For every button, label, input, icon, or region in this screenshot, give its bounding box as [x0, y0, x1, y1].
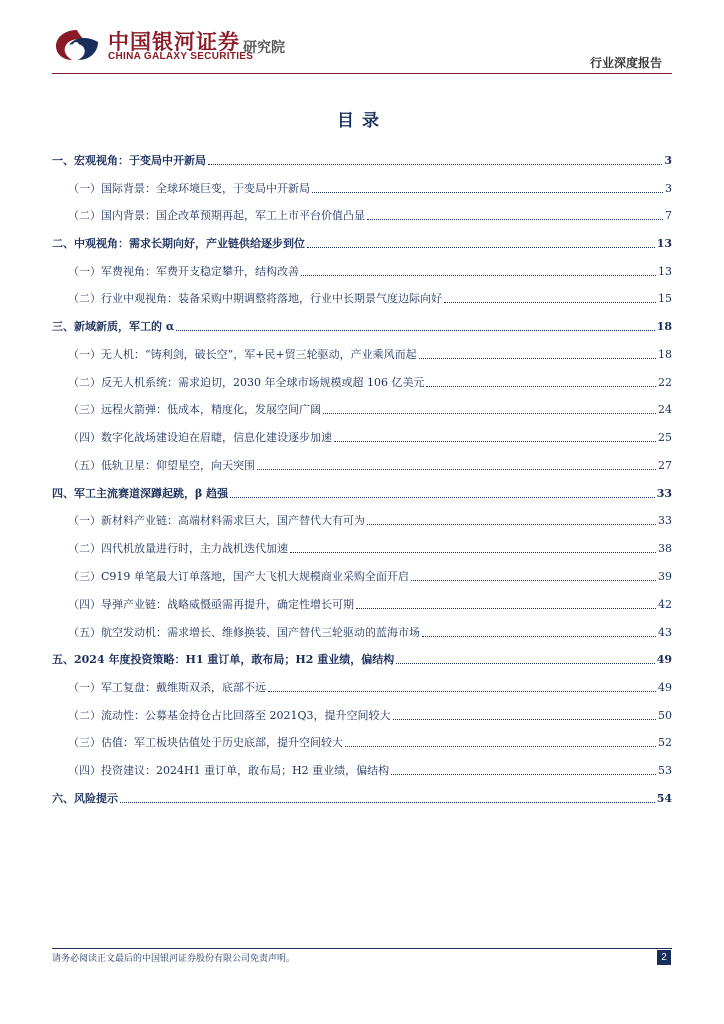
toc-entry-page: 53	[658, 764, 672, 777]
footer-disclaimer: 请务必阅读正文最后的中国银河证券股份有限公司免责声明。	[52, 954, 296, 964]
toc-entry-page: 18	[658, 348, 672, 361]
toc-entry-page: 25	[658, 431, 672, 444]
toc-subsection-entry[interactable]	[52, 427, 672, 445]
toc-entry-label: （五）航空发动机：需求增长、维修换装、国产替代三轮驱动的蓝海市场	[68, 626, 420, 639]
toc-leader-dots	[422, 636, 656, 637]
toc-entry-page: 33	[656, 487, 672, 500]
toc-entry-page: 49	[656, 653, 672, 666]
toc-leader-dots	[334, 441, 656, 442]
toc-entry-label: （一）军费视角：军费开支稳定攀升，结构改善	[68, 265, 299, 278]
toc-leader-dots	[301, 275, 656, 276]
toc-leader-dots	[290, 552, 656, 553]
toc-entry-label: （一）军工复盘：戴维斯双杀，底部不远	[68, 681, 266, 694]
toc-leader-dots	[367, 524, 656, 525]
toc-leader-dots	[444, 302, 656, 303]
toc-entry-label: （三）估值：军工板块估值处于历史底部，提升空间较大	[68, 736, 343, 749]
toc-title: 目录	[337, 111, 387, 131]
toc-entry-page: 42	[658, 598, 672, 611]
toc-subsection-entry[interactable]	[52, 178, 672, 196]
toc-entry-page: 38	[658, 542, 672, 555]
toc-leader-dots	[208, 164, 662, 165]
toc-entry-page: 3	[665, 182, 672, 195]
toc-subsection-entry[interactable]	[52, 622, 672, 640]
toc-entry-page: 39	[658, 570, 672, 583]
toc-leader-dots	[323, 413, 656, 414]
toc-entry-page: 3	[664, 154, 672, 167]
toc-leader-dots	[393, 719, 656, 720]
toc-section-entry[interactable]	[52, 316, 672, 334]
toc-leader-dots	[120, 802, 655, 803]
toc-leader-dots	[312, 192, 663, 193]
toc-subsection-entry[interactable]	[52, 538, 672, 556]
toc-entry-label: 四、军工主流赛道深蹲起跳，β 趋强	[52, 487, 229, 500]
brand-name-en: CHINA GALAXY SECURITIES	[108, 51, 254, 62]
toc-leader-dots	[268, 691, 656, 692]
toc-entry-page: 7	[665, 209, 672, 222]
toc-subsection-entry[interactable]	[52, 677, 672, 695]
toc-entry-label: 五、2024 年度投资策略：H1 重订单，敢布局；H2 重业绩，偏结构	[52, 653, 395, 666]
toc-entry-label: 六、风险提示	[52, 792, 118, 805]
toc-leader-dots	[396, 663, 654, 664]
toc-subsection-entry[interactable]	[52, 288, 672, 306]
toc-entry-label: （一）国际背景：全球环境巨变，于变局中开新局	[68, 182, 310, 195]
toc-section-entry[interactable]	[52, 788, 672, 806]
toc-subsection-entry[interactable]	[52, 372, 672, 390]
page-number: 2	[657, 950, 671, 965]
toc-leader-dots	[356, 608, 656, 609]
toc-leader-dots	[419, 358, 656, 359]
toc-section-entry[interactable]	[52, 483, 672, 501]
toc-leader-dots	[176, 330, 654, 331]
header-divider	[52, 73, 672, 74]
toc-entry-page: 22	[658, 376, 672, 389]
toc-subsection-entry[interactable]	[52, 261, 672, 279]
report-type-label: 行业深度报告	[589, 56, 662, 70]
toc-subsection-entry[interactable]	[52, 594, 672, 612]
page-header	[0, 0, 724, 80]
toc-leader-dots	[307, 247, 655, 248]
footer-divider	[52, 948, 672, 949]
toc-entry-label: （二）国内背景：国企改革预期再起，军工上市平台价值凸显	[68, 209, 365, 222]
toc-leader-dots	[257, 469, 656, 470]
toc-subsection-entry[interactable]	[52, 732, 672, 750]
toc-leader-dots	[345, 746, 656, 747]
toc-entry-page: 18	[656, 320, 672, 333]
brand-name-cn: 中国银河证券	[108, 30, 240, 54]
toc-entry-label: （二）四代机放量进行时，主力战机迭代加速	[68, 542, 288, 555]
toc-section-entry[interactable]	[52, 150, 672, 168]
toc-entry-page: 43	[658, 626, 672, 639]
toc-leader-dots	[391, 774, 656, 775]
toc-leader-dots	[411, 580, 656, 581]
toc-section-entry[interactable]	[52, 649, 672, 667]
toc-subsection-entry[interactable]	[52, 399, 672, 417]
toc-entry-label: （二）行业中观视角：装备采购中期调整将落地，行业中长期景气度边际向好	[68, 292, 442, 305]
toc-subsection-entry[interactable]	[52, 344, 672, 362]
toc-entry-page: 54	[656, 792, 672, 805]
institute-label: 研究院	[243, 40, 285, 56]
toc-subsection-entry[interactable]	[52, 205, 672, 223]
toc-subsection-entry[interactable]	[52, 705, 672, 723]
toc-entry-label: （四）投资建议：2024H1 重订单，敢布局；H2 重业绩，偏结构	[68, 764, 390, 777]
toc-subsection-entry[interactable]	[52, 510, 672, 528]
toc-entry-label: （四）导弹产业链：战略威慑亟需再提升，确定性增长可期	[68, 598, 354, 611]
toc-entry-label: （二）反无人机系统：需求迫切，2030 年全球市场规模或超 106 亿美元	[68, 376, 425, 389]
toc-entry-label: （四）数字化战场建设迫在眉睫，信息化建设逐步加速	[68, 431, 332, 444]
toc-section-entry[interactable]	[52, 233, 672, 251]
toc-entry-label: 二、中观视角：需求长期向好，产业链供给逐步到位	[52, 237, 305, 250]
toc-subsection-entry[interactable]	[52, 760, 672, 778]
toc-entry-page: 24	[658, 403, 672, 416]
toc-entry-label: （一）无人机：“铸利剑，破长空”，军+民+贸三轮驱动，产业乘风而起	[68, 348, 417, 361]
galaxy-logo-icon	[54, 28, 100, 62]
toc-entry-page: 49	[658, 681, 672, 694]
toc-entry-page: 33	[658, 514, 672, 527]
toc-entry-page: 13	[658, 265, 672, 278]
toc-entry-page: 13	[656, 237, 672, 250]
toc-subsection-entry[interactable]	[52, 455, 672, 473]
toc-entry-label: （三）远程火箭弹：低成本，精度化，发展空间广阔	[68, 403, 321, 416]
toc-entry-label: （二）流动性：公募基金持仓占比回落至 2021Q3，提升空间较大	[68, 709, 391, 722]
toc-subsection-entry[interactable]	[52, 566, 672, 584]
toc-entry-page: 52	[658, 736, 672, 749]
toc-leader-dots	[367, 219, 663, 220]
toc-entry-label: 一、宏观视角：于变局中开新局	[52, 154, 206, 167]
toc-entry-page: 50	[658, 709, 672, 722]
toc-entry-label: 三、新域新质，军工的 α	[52, 320, 175, 333]
toc-entry-page: 15	[658, 292, 672, 305]
toc-entry-page: 27	[658, 459, 672, 472]
toc-entry-label: （一）新材料产业链：高端材料需求巨大，国产替代大有可为	[68, 514, 365, 527]
toc-entry-label: （五）低轨卫星：仰望星空，向天突围	[68, 459, 255, 472]
toc-leader-dots	[230, 497, 655, 498]
toc-leader-dots	[426, 386, 656, 387]
toc-entry-label: （三）C919 单笔最大订单落地，国产大飞机大规模商业采购全面开启	[68, 570, 409, 583]
